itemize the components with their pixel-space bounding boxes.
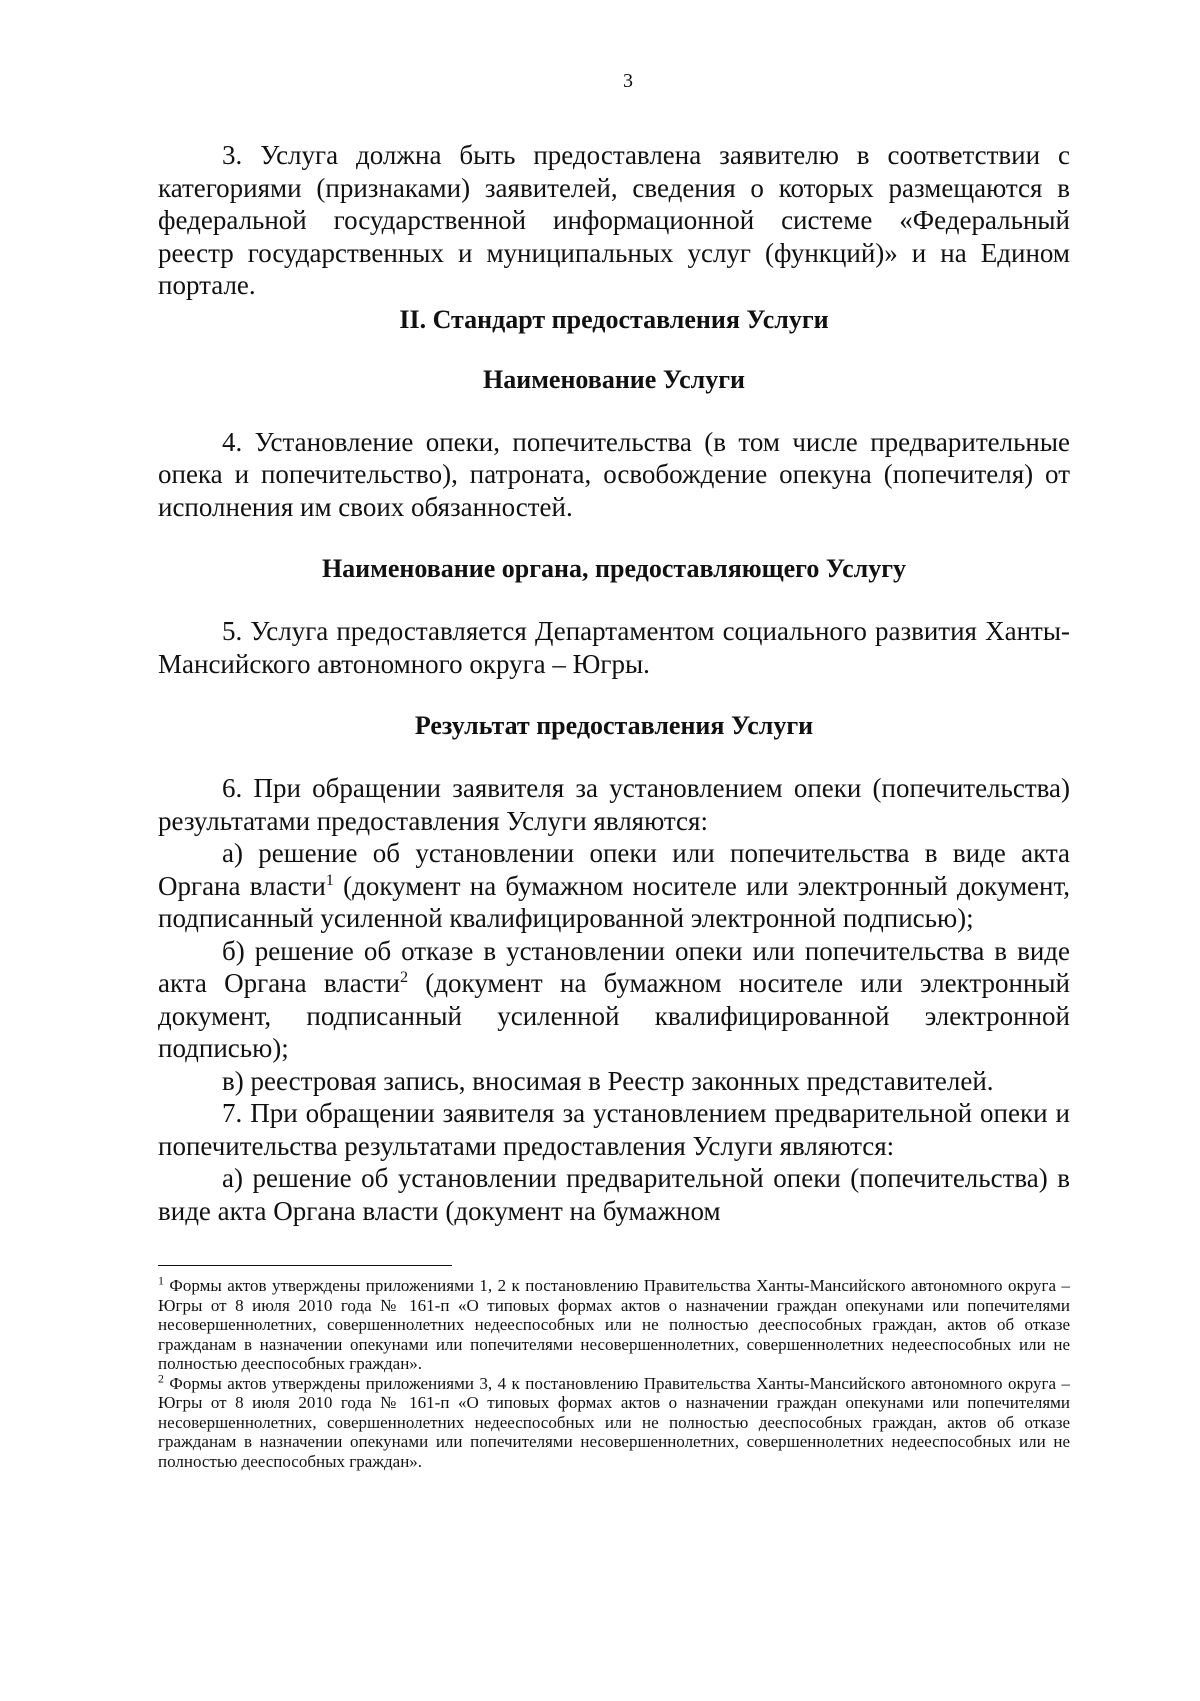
paragraph-6b-text: б) решение об отказе в установлении опеки или попечительства в виде акта Органа власти — [158, 935, 1070, 998]
footnote-mark-1: 1 — [158, 1273, 164, 1288]
page-number: 3 — [623, 70, 633, 92]
paragraph-6v: в) реестровая запись, вносимая в Реестр законных представителей. — [222, 1065, 994, 1096]
paragraph-6a-text-cont: (документ на бумажном носителе или электронный документ, подписанный усиленной квалифицированной электронной подписью); — [158, 870, 1070, 933]
footnote-1-text: Формы актов утверждены приложениями 1, 2 к постановлению Правительства Ханты-Мансийского автономного округа – Югры от 8 июля 2010 года № 161-п «О типовых формах актов о назначении граждан опекунами или попечителями несовершеннолетних, совершеннолетних недееспособных или не полностью дееспособных граждан, актов об отказе гражданам в назначении опекунами или попечителями несовершеннолетних, совершеннолетних недееспособных или не полностью дееспособных граждан». — [158, 1276, 1070, 1373]
footnote-2 — [158, 1370, 1070, 1472]
footnote-mark-2: 2 — [158, 1370, 164, 1385]
paragraph-4: 4. Установление опеки, попечительства (в том числе предварительные опека и попечительство), патроната, освобождение опекуна (попечителя) от исполнения им своих обязанностей. — [158, 426, 1070, 522]
heading-service-name: Наименование Услуги — [482, 364, 746, 394]
paragraph-6a — [158, 837, 1070, 935]
paragraph-7a: а) решение об установлении предварительной опеки (попечительства) в виде акта Органа власти (документ на бумажном — [158, 1163, 1070, 1226]
paragraph-6a-text: а) решение об установлении опеки или попечительства в виде акта Органа власти — [158, 838, 1070, 901]
footnote-ref-2[interactable]: 2 — [399, 968, 409, 986]
paragraph-5: 5. Услуга предоставляется Департаментом социального развития Ханты-Мансийского автономного округа – Югры. — [158, 616, 1070, 679]
paragraph-6b-text-cont: (документ на бумажном носителе или электронный документ, подписанный усиленной квалифицированной электронной подписью); — [158, 968, 1070, 1063]
paragraph-6b — [158, 935, 1070, 1065]
paragraph-7: 7. При обращении заявителя за установлением предварительной опеки и попечительства результатами предоставления Услуги являются: — [158, 1098, 1070, 1161]
paragraph-6: 6. При обращении заявителя за установлением опеки (попечительства) результатами предоставления Услуги являются: — [158, 773, 1070, 836]
footnote-2-text: Формы актов утверждены приложениями 3, 4 к постановлению Правительства Ханты-Мансийского автономного округа – Югры от 8 июля 2010 года № 161-п «О типовых формах актов о назначении граждан опекунами или попечителями несовершеннолетних, совершеннолетних недееспособных или не полностью дееспособных граждан, актов об отказе гражданам в назначении опекунами или попечителями несовершеннолетних, совершеннолетних недееспособных или не полностью дееспособных граждан». — [158, 1373, 1070, 1471]
footnote-ref-1[interactable]: 1 — [325, 870, 334, 889]
paragraph-3: 3. Услуга должна быть предоставлена заявителю в соответствии с категориями (признаками) заявителей, сведения о которых размещаются в федеральной государственной информационной системе «Федеральный реестр государственных и муниципальных услуг (функций)» и на Едином портале. — [158, 140, 1070, 300]
heading-service-result: Результат предоставления Услуги — [414, 711, 814, 740]
footnote-1 — [158, 1273, 1070, 1374]
section-title: II. Стандарт предоставления Услуги — [399, 304, 829, 334]
heading-service-organ: Наименование органа, предоставляющего Услугу — [321, 554, 907, 583]
footnote-divider — [158, 1265, 452, 1266]
